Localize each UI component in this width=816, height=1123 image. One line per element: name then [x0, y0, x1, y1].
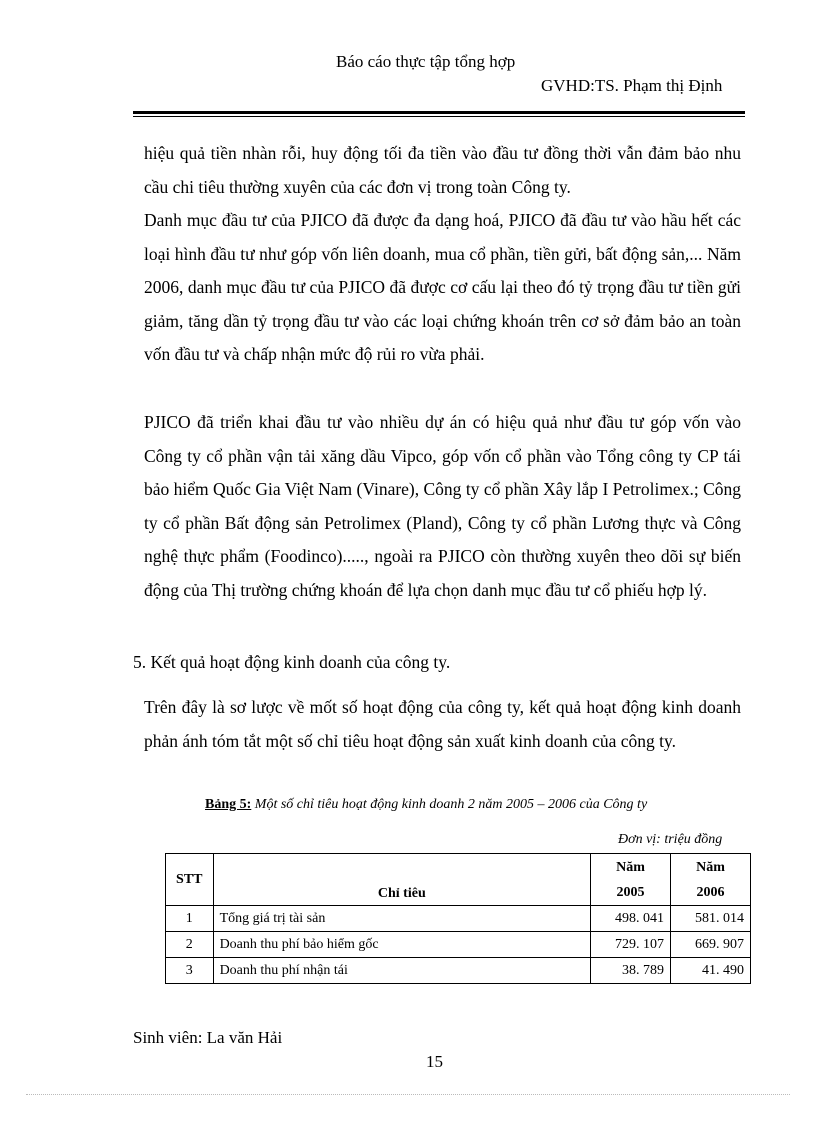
- table-unit: Đơn vị: triệu đồng: [618, 832, 723, 847]
- page-number: 15: [426, 1052, 443, 1071]
- paragraph-4: Trên đây là sơ lược về mốt số hoạt động của công ty, kết quả hoạt động kinh doanh phản ánh tóm tắt một số chỉ tiêu hoạt động sản xuất kinh doanh của công ty.: [144, 697, 741, 751]
- header-year-2006-label: Năm: [696, 859, 725, 875]
- header-rule-thick: [133, 111, 745, 114]
- row-indicator: Doanh thu phí bảo hiểm gốc: [213, 932, 591, 958]
- header-stt: STT: [166, 854, 214, 906]
- section-heading-5: 5. Kết quả hoạt động kinh doanh của công ty.: [133, 652, 451, 672]
- bottom-dotted-line: [26, 1094, 790, 1095]
- header-year-2005-label: Năm: [616, 859, 645, 875]
- data-table: [165, 853, 751, 984]
- header-indicator: Chỉ tiêu: [213, 854, 591, 906]
- row-indicator: Doanh thu phí nhận tái: [213, 958, 591, 984]
- header-supervisor: GVHD:TS. Phạm thị Định: [541, 76, 723, 95]
- table-row: [166, 958, 751, 984]
- header-year-2006: [671, 854, 751, 906]
- row-value-2005: 498. 041: [591, 906, 671, 932]
- paragraph-1: hiệu quả tiền nhàn rỗi, huy động tối đa tiền vào đầu tư đồng thời vẫn đảm bảo nhu cầu chi tiêu thường xuyên của các đơn vị trong toàn Công ty.: [144, 143, 741, 197]
- row-stt: 3: [166, 958, 214, 984]
- paragraph-3: PJICO đã triển khai đầu tư vào nhiều dự án có hiệu quả như đầu tư góp vốn vào Công ty cổ phần vận tải xăng dầu Vipco, góp vốn cổ phần vào Tổng công ty CP tái bảo hiểm Quốc Gia Việt Nam (Vinare), Công ty cổ phần Xây lắp I Petrolimex.; Công ty cổ phần Bất động sản Petrolimex (Pland), Công ty cổ phần Lương thực và Công nghệ thực phẩm (Foodinco)....., ngoài ra PJICO còn thường xuyên theo dõi sự biến động của Thị trường chứng khoán để lựa chọn danh mục đầu tư cổ phiếu hợp lý.: [144, 412, 741, 600]
- row-stt: 2: [166, 932, 214, 958]
- footer-student: Sinh viên: La văn Hải: [133, 1028, 283, 1047]
- table-caption: [205, 797, 647, 813]
- table-row: [166, 932, 751, 958]
- row-value-2005: 729. 107: [591, 932, 671, 958]
- table-caption-text: Một số chỉ tiêu hoạt động kinh doanh 2 năm 2005 – 2006 của Công ty: [251, 797, 648, 812]
- row-value-2006: 41. 490: [671, 958, 751, 984]
- paragraph-2: Danh mục đầu tư của PJICO đã được đa dạng hoá, PJICO đã đầu tư vào hầu hết các loại hình đầu tư như góp vốn liên doanh, mua cổ phần, tiền gửi, bất động sản,... Năm 2006, danh mục đầu tư của PJICO đã được cơ cấu lại theo đó tỷ trọng đầu tư tiền gửi giảm, tăng dần tỷ trọng đầu tư vào các loại chứng khoán trên cơ sở đảm bảo an toàn vốn đầu tư và chấp nhận mức độ rủi ro vừa phải.: [144, 210, 741, 364]
- table-caption-label: Bảng 5:: [205, 797, 252, 812]
- row-indicator: Tổng giá trị tài sản: [213, 906, 591, 932]
- header-year-2006-value: 2006: [696, 884, 725, 900]
- header-rule-thin: [133, 116, 745, 117]
- row-value-2006: 669. 907: [671, 932, 751, 958]
- header-year-2005-value: 2005: [616, 884, 645, 900]
- table-row: [166, 906, 751, 932]
- table-header-row: [166, 854, 751, 906]
- header-year-2005: [591, 854, 671, 906]
- header-title: Báo cáo thực tập tổng hợp: [336, 52, 516, 71]
- row-value-2005: 38. 789: [591, 958, 671, 984]
- row-stt: 1: [166, 906, 214, 932]
- row-value-2006: 581. 014: [671, 906, 751, 932]
